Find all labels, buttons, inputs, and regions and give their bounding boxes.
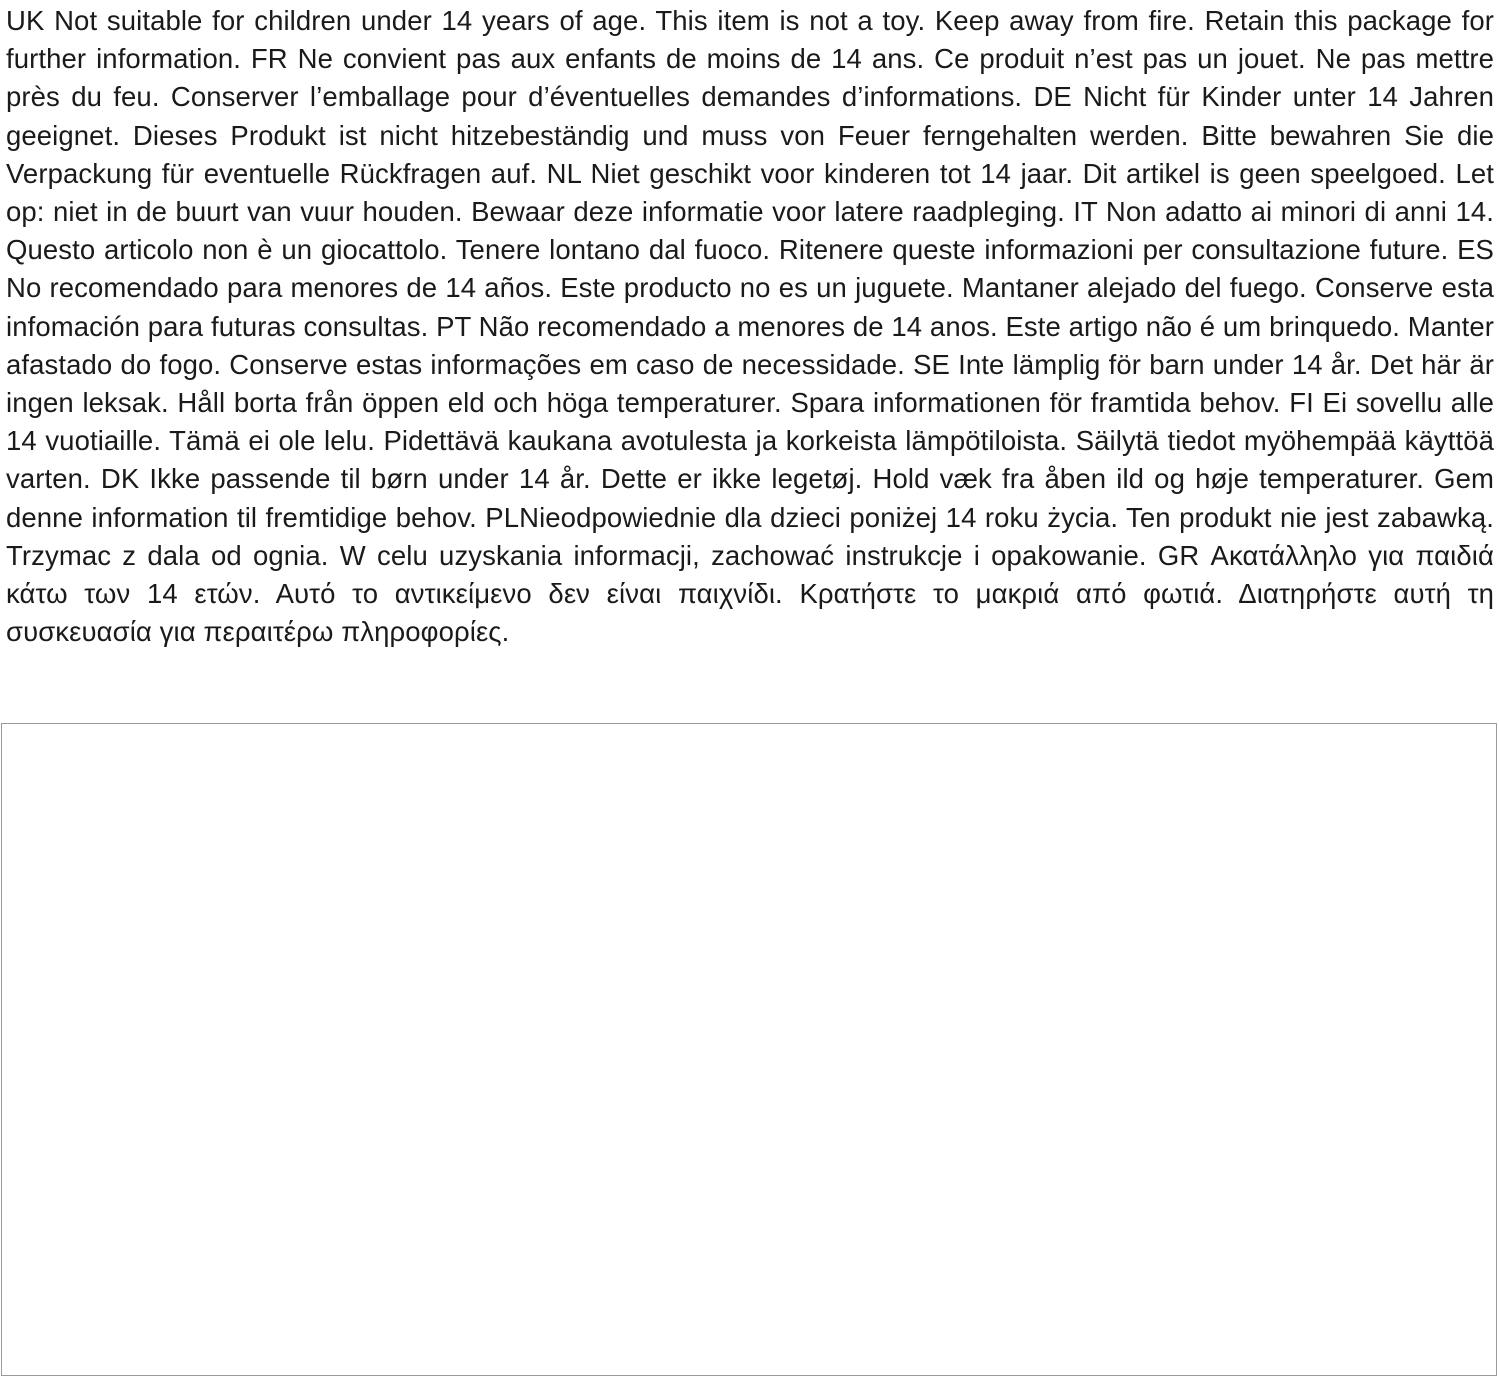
multilingual-warning-text: UK Not suitable for children under 14 years of age. This item is not a toy. Keep away from fire. Retain this package for further information. FR Ne convient pas aux enfants de moins de 14 ans. Ce produit n’est pas un jouet. Ne pas mettre près du feu. Conserver l’emballage pour d’éventuelles demandes d’informations. DE Nicht für Kinder unter 14 Jahren geeignet. Dieses Produkt ist nicht hitzebeständig und muss von Feuer ferngehalten werden. Bitte bewahren Sie die Verpackung für eventuelle Rückfragen auf. NL Niet geschikt voor kinderen tot 14 jaar. Dit artikel is geen speelgoed. Let op: niet in de buurt van vuur houden. Bewaar deze informatie voor latere raadpleging. IT Non adatto ai minori di anni 14. Questo articolo non è un giocattolo. Tenere lontano dal fuoco. Ritenere queste informazioni per consultazione future. ES No recomendado para menores de 14 años. Este producto no es un juguete. Mantaner alejado del fuego. Conserve esta infomación para futuras consultas. PT Não recomendado a menores de 14 anos. Este artigo não é um brinquedo. Manter afastado do fogo. Conserve estas informações em caso de necessidade. SE Inte lämplig för barn under 14 år. Det här är ingen leksak. Håll borta från öppen eld och höga temperaturer. Spara informationen för framtida behov. FI Ei sovellu alle 14 vuotiaille. Tämä ei ole lelu. Pidettävä kaukana avotulesta ja korkeista lämpötiloista. Säilytä tiedot myöhempää käyttöä varten. DK Ikke passende til børn under 14 år. Dette er ikke legetøj. Hold væk fra åben ild og høje temperaturer. Gem denne information til fremtidige behov. PLNieodpowiednie dla dzieci poniżej 14 roku życia. Ten produkt nie jest zabawką. Trzymac z dala od ognia. W celu uzyskania informacji, zachować instrukcje i opakowanie. GR Ακατάλληλο για παιδιά κάτω των 14 ετών. Αυτό το αντικείμενο δεν είναι παιχνίδι. Κρατήστε το μακριά από φωτιά. Διατηρήστε αυτή τη συσκευασία για περαιτέρω πληροφορίες. (6, 5, 1494, 648)
compliance-info-box (1, 723, 1497, 1376)
